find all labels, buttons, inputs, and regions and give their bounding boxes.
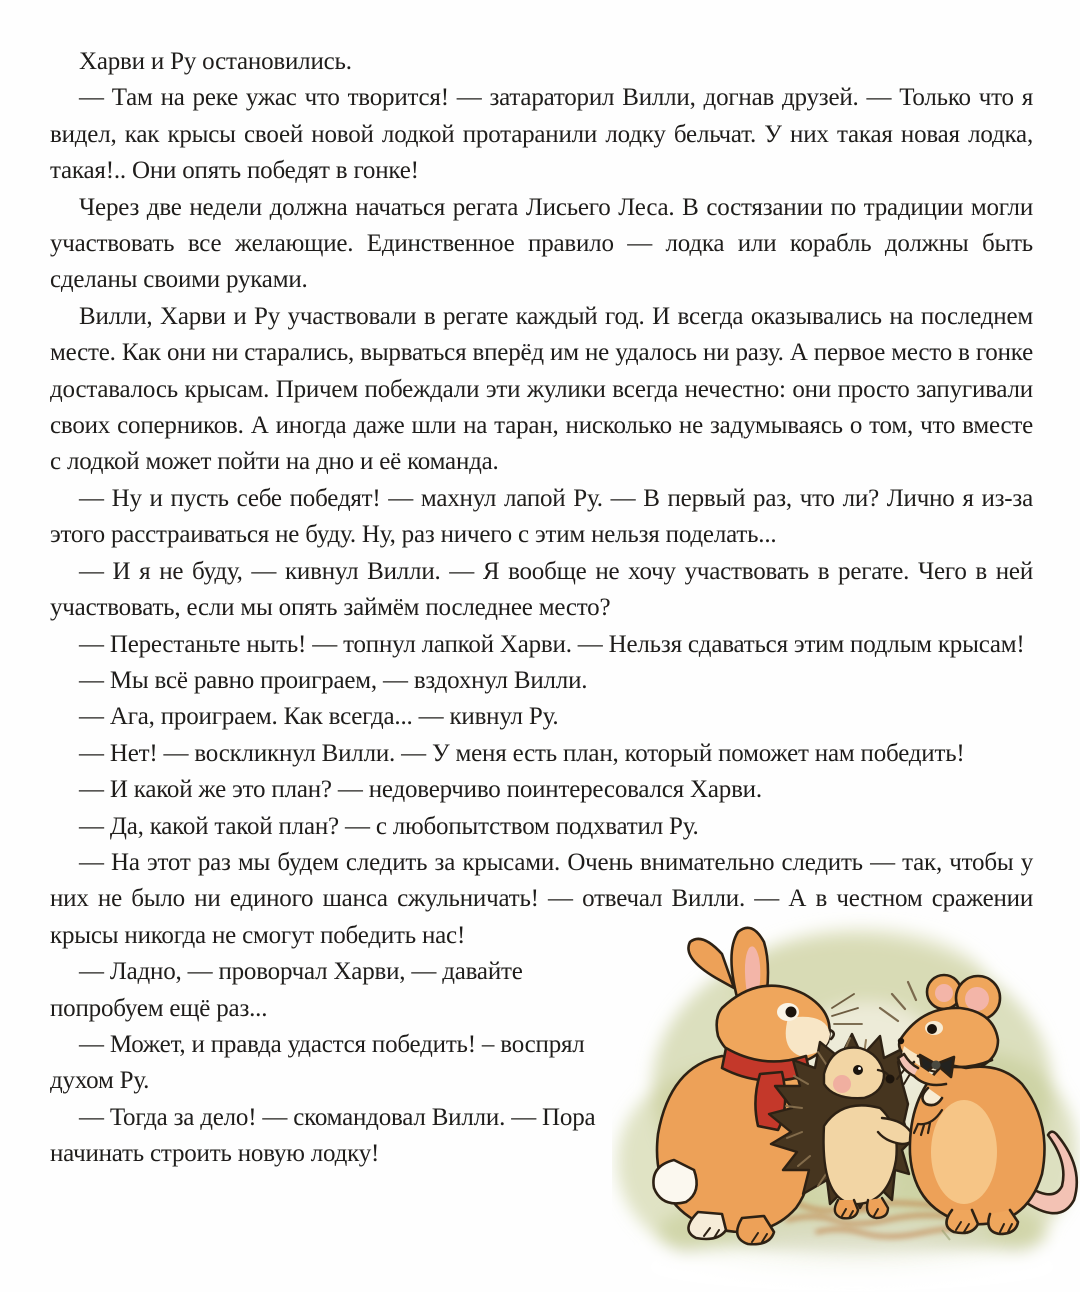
illustration-rabbit-hedgehog-mouse bbox=[612, 912, 1080, 1292]
story-paragraph: — И какой же это план? — недоверчиво поинтересовался Харви. bbox=[79, 776, 762, 804]
story-paragraph: — Перестаньте ныть! — топнул лапкой Харви. — Нельзя сдаваться этим подлым крысам! bbox=[79, 630, 1025, 658]
story-paragraph: — Там на реке ужас что творится! — затараторил Вилли, догнав друзей. — Только что я видел, как крысы своей новой лодкой протаранили лодку бельчат. У них такая новая лодка, такая!.. Они опять победят в гонке! bbox=[50, 84, 1033, 185]
story-paragraph: — Мы всё равно проиграем, — вздохнул Вилли. bbox=[79, 666, 588, 694]
story-paragraph: — Да, какой такой план? — с любопытством подхватил Ру. bbox=[79, 812, 699, 840]
story-paragraph: — Нет! — воскликнул Вилли. — У меня есть план, который поможет нам победить! bbox=[79, 739, 965, 767]
story-paragraph: Харви и Ру остановились. bbox=[79, 48, 352, 75]
story-paragraph: — Ну и пусть себе победят! — махнул лапой Ру. — В первый раз, что ли? Лично я из-за этого расстраиваться не буду. Ну, раз ничего с этим нельзя поделать... bbox=[50, 484, 1033, 549]
story-paragraph: Через две недели должна начаться регата Лисьего Леса. В состязании по традиции могли участвовать все желающие. Единственное правило — лодка или корабль должны быть сделаны своими руками. bbox=[50, 193, 1033, 294]
story-paragraph: — На этот раз мы будем следить за крысами. Очень внимательно следить — так, чтобы у них не было ни единого шанса сжульничать! — отвечал Вилли. — А в честном сражении крысы никогда не смогут победить нас! bbox=[50, 848, 1033, 949]
story-paragraph: Вилли, Харви и Ру участвовали в регате каждый год. И всегда оказывались на последнем месте. Как они ни старались, вырваться вперёд им не удалось ни разу. А первое место в гонке доставалось крысам. Причем побеждали эти жулики всегда нечестно: они просто запугивали своих соперников. А иногда даже шли на таран, нисколько не задумываясь о том, что вместе с лодкой может пойти на дно и её команда. bbox=[50, 302, 1033, 476]
story-paragraph: — Ладно, — проворчал Харви, — давайте попробуем ещё раз... bbox=[50, 958, 523, 1022]
story-paragraph: — И я не буду, — кивнул Вилли. — Я вообще не хочу участвовать в регате. Чего в ней участвовать, если мы опять займём последнее место? bbox=[50, 557, 1033, 622]
story-paragraph: — Тогда за дело! — скомандовал Вилли. — Пора начинать строить новую лодку! bbox=[50, 1103, 596, 1168]
story-paragraph: — Ага, проиграем. Как всегда... — кивнул Ру. bbox=[79, 703, 559, 731]
story-paragraph: — Может, и правда удастся победить! – воспрял духом Ру. bbox=[50, 1030, 585, 1095]
